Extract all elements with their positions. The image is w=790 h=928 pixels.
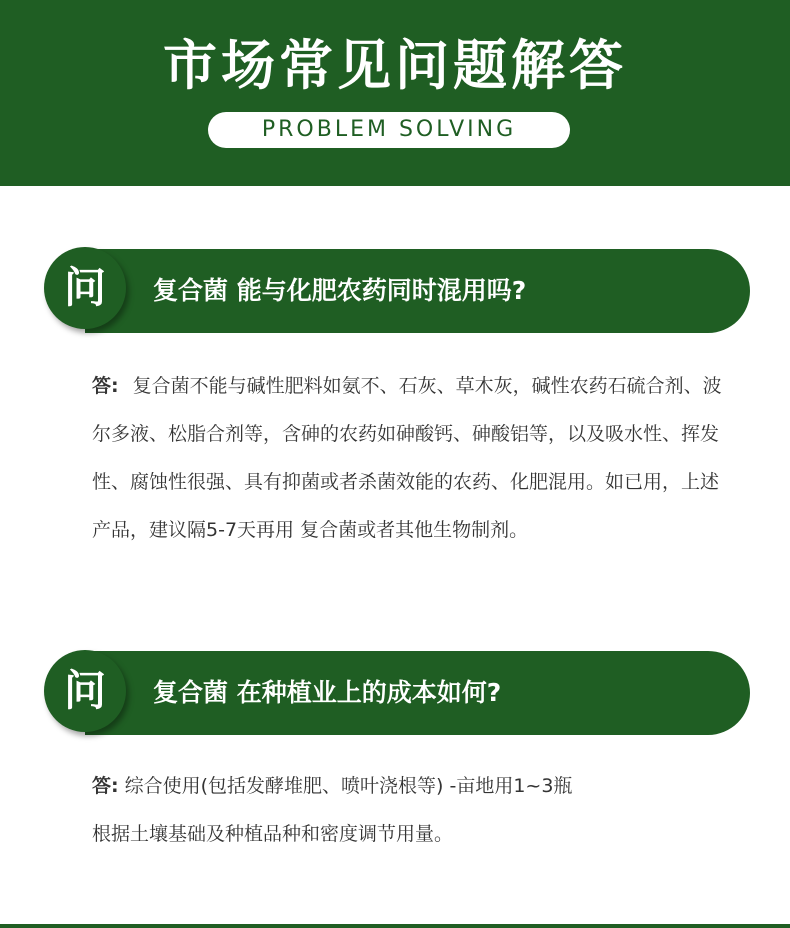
question-text-2: 复合菌 在种植业上的成本如何? [153, 678, 502, 707]
question-mark-badge-2: 问 [44, 650, 126, 732]
answer-line-1 [92, 762, 722, 810]
answer-text-2a: 综合使用(包括发酵堆肥、喷叶浇根等) -亩地用1~3瓶 [124, 775, 573, 797]
answer-text-1: 复合菌不能与碱性肥料如氨不、石灰、草木灰，碱性农药石硫合剂、波尔多液、松脂合剂等，含砷的农药如砷酸钙、砷酸铝等，以及吸水性、挥发性、腐蚀性很强、具有抑菌或者杀菌效能的农药、化肥混用。如已用，上述产品，建议隔5-7天再用 复合菌或者其他生物制剂。 [92, 375, 722, 541]
answer-label-2: 答: [92, 775, 119, 797]
header-banner [0, 0, 790, 186]
answer-label-1: 答: [92, 375, 119, 397]
subtitle-pill: PROBLEM SOLVING [208, 112, 570, 148]
answer-block-2 [92, 762, 722, 858]
answer-line-2: 根据土壤基础及种植品种和密度调节用量。 [92, 823, 454, 845]
footer-divider [0, 924, 790, 928]
question-mark-badge-1: 问 [44, 247, 126, 329]
question-text-1: 复合菌 能与化肥农药同时混用吗? [153, 276, 527, 305]
page-title: 市场常见问题解答 [163, 34, 627, 97]
answer-block-1 [92, 362, 722, 554]
